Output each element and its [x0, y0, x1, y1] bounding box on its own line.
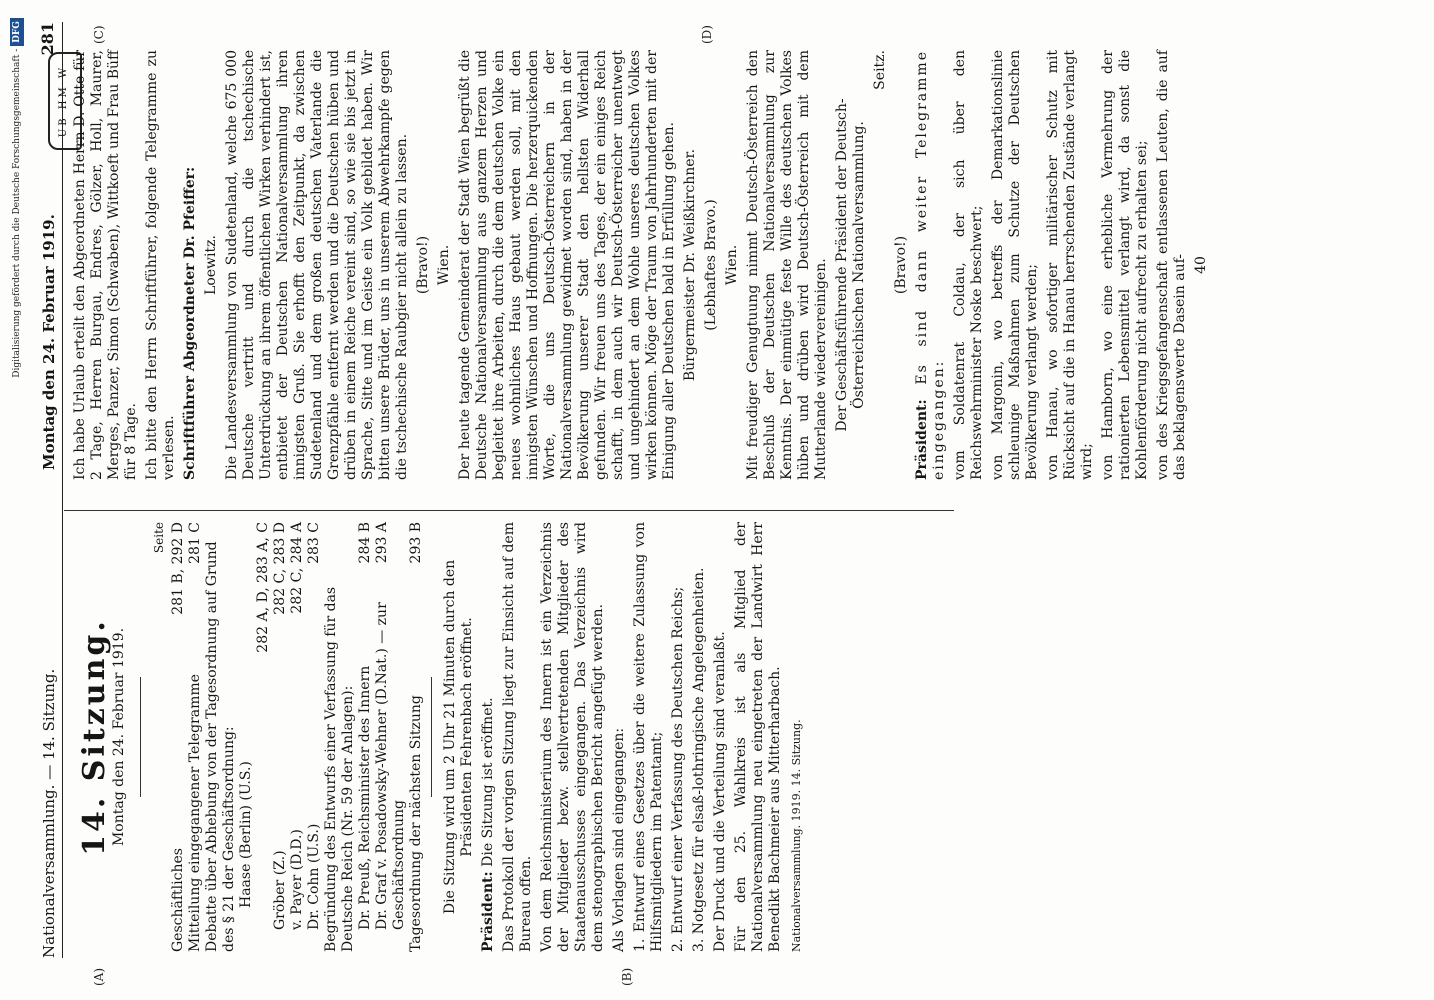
bravo-1: (Bravo!) — [415, 235, 431, 295]
margin-mark-b: (B) — [620, 967, 634, 986]
telegram-item: von Margonin, wo betreffs der Demarkationslinie schleunige Maßnahmen zum Schutze der Deutschen Bevölkerung verlangt werden; — [990, 50, 1040, 480]
toc-label: Haase (Berlin) (U.S.) — [238, 761, 254, 908]
president-statement-2: Präsident: Es sind dann weiter Telegramme eingegangen: — [914, 50, 947, 480]
toc-pages: 293 A — [374, 522, 390, 564]
session-title: 14. Sitzung. — [77, 618, 112, 856]
telegram-list — [952, 50, 1189, 480]
toc-row — [272, 522, 289, 952]
column-divider — [64, 510, 954, 511]
telegram-3: Mit freudiger Genugtuung nimmt Deutsch-Österreich den Beschluß der Deutschen Nationalversammlung zur Kenntnis. Der einmütige feste Wille des deutschen Volkes hüben und drüben wird Deutsch-Österreich mit dem Mutterlande wiedervereinigen. — [745, 50, 829, 480]
paragraph: Für den 25. Wahlkreis ist als Mitglied der Nationalversammlung neu eingetreten der Landwirt Herr Benedikt Bachmeier aus Mitterharbach. — [733, 522, 783, 952]
right-column — [72, 50, 1214, 480]
place-loewitz: Loewitz. — [203, 235, 219, 295]
left-paragraphs — [501, 522, 784, 952]
margin-mark-d: (D) — [700, 25, 714, 44]
paragraph: 2. Entwurf einer Verfassung des Deutschen Reichs; — [670, 586, 686, 952]
toc-label: Gröber (Z.) — [272, 850, 288, 930]
signature-3b: Seitz. — [872, 50, 888, 90]
toc-pages: 282 A, D, 283 A, C — [255, 522, 271, 653]
toc-pages — [238, 522, 255, 528]
toc-label — [255, 659, 272, 908]
toc-label: Debatte über Abhebung von der Tagesordnung auf Grund des § 21 der Geschäftsordnung: — [204, 541, 237, 952]
toc-label: v. Payer (D.D.) — [289, 829, 305, 930]
toc-label: Dr. Graf v. Posadowsky-Wehner (D.Nat.) — zur Geschäftsordnung — [374, 602, 407, 930]
telegram-item: von Hamborn, wo eine erhebliche Vermehrung der rationierten Lebensmittel verlangt wird, da sonst die Kohlenförderung nicht aufrecht zu erhalten sei; — [1100, 50, 1150, 480]
rule — [140, 677, 141, 797]
paragraph: Von dem Reichsministerium des Innern ist ein Verzeichnis der Mitglieder bezw. stellvertretenden Mitglieder des Staatenausschusses eingegangen. Das Verzeichnis wird dem stenographischen Bericht angefügt werden. — [539, 522, 606, 952]
place-wien-1: Wien. — [436, 244, 452, 286]
telegram-1: Die Landesversammlung von Sudetenland, welche 675 000 Deutsche vertritt und durch die tschechische Unterdrückung an ihrem öffentlichen Wirken verhindert ist, entbietet der Deutschen Nationalversammlung ihren innigsten Gruß. Sie erhofft den Zeitpunkt, da zwischen Sudetenland und dem großen deutschen Vaterlande die Grenzpfähle entfernt werden und die Deutschen hüben und drüben in einem Reiche vereint sind, so wie sie bis jetzt in Sprache, Sitte und im Geiste ein Volk gebildet haben. Wir bitten unsere Brüder, uns in unserem Abwehrkampfe gegen die tschechische Raubgier nicht allein zu lassen. — [224, 50, 410, 480]
header-date: Montag den 24. Februar 1919. — [40, 214, 58, 470]
dfg-logo: DFG — [10, 18, 24, 46]
telegram-item: von des Kriegsgefangenschaft entlassenen Leuten, die auf das beklagenswerte Dasein auf- — [1155, 50, 1188, 480]
secretary-line: Schriftführer Abgeordneter Dr. Pfeiffer: — [182, 166, 198, 480]
toc-row — [357, 522, 374, 952]
toc-row — [289, 522, 306, 952]
toc-row — [323, 522, 357, 952]
left-column — [72, 522, 805, 952]
toc-label: Geschäftliches — [170, 848, 186, 952]
toc-row — [374, 522, 408, 952]
toc-row — [204, 522, 238, 952]
telegram-item: vom Soldatenrat Coldau, der sich über den Reichswehrminister Noske beschwert; — [952, 50, 985, 480]
toc-pages — [323, 522, 357, 528]
toc-row — [255, 522, 272, 952]
footer-note: Nationalversammlung. 1919. 14. Sitzung. — [790, 719, 803, 952]
paragraph: 1. Entwurf eines Gesetzes über die weitere Zulassung von Hilfsmitgliedern im Patentamt; — [632, 522, 665, 952]
signature-number: 40 — [1193, 256, 1209, 274]
toc-pages: 281 C — [187, 522, 203, 564]
toc-pages: 293 B — [408, 522, 424, 564]
telegram-item: von Hanau, wo sofortiger militärischer Schutz mit Rücksicht auf die in Hanau herrschenden Zustände verlangt wird; — [1045, 50, 1095, 480]
page-number: 281 — [38, 22, 57, 56]
dfg-credit: Digitalisierung gefördert durch die Deutsche Forschungsgemeinschaft - DFG — [10, 18, 24, 998]
table-of-contents — [170, 522, 425, 952]
library-stamp: UB HM W — [48, 52, 82, 150]
toc-label: Begründung des Entwurfs einer Verfassung für das Deutsche Reich (Nr. 59 der Anlagen): — [323, 586, 356, 952]
paragraph: Als Vorlagen sind eingegangen: — [611, 727, 627, 952]
session-date: Montag den 24. Februar 1919. — [111, 627, 127, 847]
applause: (Lebhaftes Bravo.) — [703, 199, 719, 331]
toc-row — [408, 522, 425, 952]
leave-paragraph: Ich habe Urlaub erteilt den Abgeordneten Herrn D. Otte für 2 Tage, Herren Burgau, Endres, Gölzer, Holl, Maurer, Merges, Panzer, Simon (Schwaben), Wittkoeft und Frau Büff für 8 Tage. — [72, 50, 139, 480]
page-header — [38, 22, 63, 958]
toc-label: Dr. Preuß, Reichsminister des Innern — [357, 665, 373, 930]
toc-row — [306, 522, 323, 952]
toc-label: Tagesordnung der nächsten Sitzung — [408, 695, 424, 952]
signature-3a: Der Geschäftsführende Präsident der Deutsch-Österreichischen Nationalversammlung. — [834, 98, 867, 432]
toc-pages: 283 C — [306, 522, 322, 564]
telegram-intro: Ich bitte den Herrn Schriftführer, folgende Telegramme zu verlesen. — [144, 50, 177, 480]
toc-label: Mitteilung eingegangener Telegramme — [187, 674, 203, 952]
president-statement: Präsident: Die Sitzung ist eröffnet. — [480, 697, 496, 952]
toc-row — [187, 522, 204, 952]
toc-pages: 281 B, 292 D — [170, 522, 186, 615]
place-wien-2: Wien. — [724, 244, 740, 286]
toc-pages: 284 B — [357, 522, 373, 564]
margin-mark-c: (C) — [92, 25, 106, 44]
toc-pages: 282 C, 284 A — [289, 522, 305, 614]
opening-text: Die Sitzung wird um 2 Uhr 21 Minuten durch den Präsidenten Fehrenbach eröffnet. — [442, 559, 475, 915]
margin-mark-a: (A) — [92, 967, 106, 986]
bravo-3: (Bravo!) — [893, 235, 909, 295]
header-title: Nationalversammlung. — 14. Sitzung. — [40, 668, 58, 958]
toc-pages — [204, 522, 238, 528]
signature-2: Bürgermeister Dr. Weißkirchner. — [682, 148, 698, 382]
toc-header: Seite — [152, 522, 166, 554]
toc-row — [238, 522, 255, 952]
toc-pages: 282 C, 283 D — [272, 522, 288, 615]
toc-label: Dr. Cohn (U.S.) — [306, 823, 322, 930]
telegram-2: Der heute tagende Gemeinderat der Stadt Wien begrüßt die Deutsche Nationalversammlung aus ganzem Herzen und begleitet ihre Arbeiten, durch die dem deutschen Volke ein neues wohnliches Haus gebaut werden soll, mit den innigsten Wünschen und Hoffnungen. Die herzerquickenden Worte, die uns Deutsch-Österreichern in der Nationalversammlung gewidmet worden sind, haben in der Bevölkerung unserer Stadt den hellsten Widerhall gefunden. Wir freuen uns des Tages, der ein einiges Reich schafft, in dem auch wir Deutsch-Österreicher unentwegt und ungehindert an dem Wohle unseres deutschen Volkes wirken können. Möge der Traum von Jahrhunderten mit der Einigung aller Deutschen bald in Erfüllung gehen. — [457, 50, 677, 480]
rule — [431, 677, 432, 797]
paragraph: Der Druck und die Verteilung sind veranlaßt. — [712, 631, 728, 952]
paragraph: Das Protokoll der vorigen Sitzung liegt zur Einsicht auf dem Bureau offen. — [501, 522, 534, 952]
toc-row — [170, 522, 187, 952]
paragraph: 3. Notgesetz für elsaß-lothringische Angelegenheiten. — [691, 567, 707, 952]
